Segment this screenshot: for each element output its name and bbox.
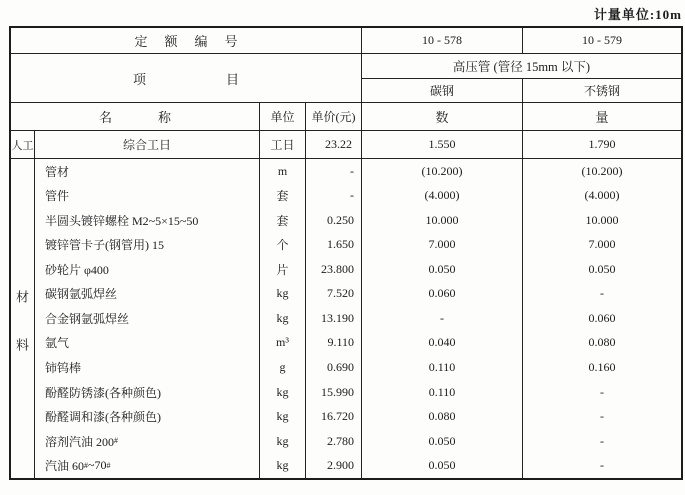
material-qty-stainless: (4.000) — [584, 188, 620, 203]
material-unit: g — [260, 355, 306, 380]
material-name: 酚醛调和漆(各种颜色) — [35, 404, 260, 429]
material-qty-stainless: - — [600, 458, 604, 473]
labor-qty-carbon: 1.550 — [362, 131, 523, 159]
material-row — [35, 159, 681, 184]
material-unit: m — [260, 159, 306, 184]
material-price: 9.110 — [306, 331, 362, 356]
material-price: 7.520 — [306, 282, 362, 307]
material-price: - — [306, 184, 362, 209]
material-name: 管材 — [35, 159, 260, 184]
material-name: 碳钢氩弧焊丝 — [35, 282, 260, 307]
material-qty-stainless: (10.200) — [581, 163, 623, 178]
material-qty-stainless: 7.000 — [588, 237, 616, 252]
materials-rows-block — [35, 159, 681, 478]
material-qty-carbon: (4.000) — [362, 184, 523, 209]
material-qty-carbon: 0.050 — [362, 257, 523, 282]
material-unit: 套 — [260, 208, 306, 233]
materials-label-char-2: 料 — [15, 337, 29, 353]
material-name: 镀锌管卡子(钢管用) 15 — [35, 233, 260, 258]
material-price: 23.800 — [306, 257, 362, 282]
material-name: 溶剂汽油 200 # — [35, 429, 260, 454]
material-unit: 个 — [260, 233, 306, 258]
material-row — [35, 453, 681, 478]
material-qty-carbon: 0.050 — [362, 453, 523, 478]
subcolumn-carbon-steel: 碳钢 — [362, 79, 523, 103]
material-unit: m³ — [260, 331, 306, 356]
material-row — [35, 306, 681, 331]
material-price: 1.650 — [306, 233, 362, 258]
material-row — [35, 355, 681, 380]
material-qty-carbon: (10.200) — [362, 159, 523, 184]
labor-qty-stainless: 1.790 — [523, 131, 681, 159]
quota-code-579: 10 - 579 — [523, 28, 681, 54]
material-qty-carbon: 7.000 — [362, 233, 523, 258]
material-price: 2.900 — [306, 453, 362, 478]
item-value: 高压管 (管径 15mm 以下) — [362, 54, 681, 79]
material-price: 13.190 — [306, 306, 362, 331]
quantity-header-right: 量 — [523, 103, 681, 131]
material-row — [35, 257, 681, 282]
material-qty-carbon: 10.000 — [362, 208, 523, 233]
quantity-header-left: 数 — [362, 103, 523, 131]
material-qty-stainless: - — [600, 409, 604, 424]
material-unit: kg — [260, 306, 306, 331]
materials-label-char-1: 材 — [15, 289, 29, 305]
material-name: 合金钢氩弧焊丝 — [35, 306, 260, 331]
material-row — [35, 208, 681, 233]
material-name: 砂轮片 φ400 — [35, 257, 260, 282]
material-name: 铈钨棒 — [35, 355, 260, 380]
quota-table — [9, 26, 683, 480]
material-name: 氩气 — [35, 331, 260, 356]
material-qty-stainless: 0.080 — [588, 335, 616, 350]
unit-column-header: 单位 — [260, 103, 306, 131]
material-qty-stainless: - — [600, 433, 604, 448]
material-row — [35, 404, 681, 429]
subcolumn-stainless-steel: 不锈钢 — [523, 79, 681, 103]
labor-unit: 工日 — [260, 131, 306, 159]
quota-code-578: 10 - 578 — [362, 28, 523, 54]
labor-price: 23.22 — [306, 131, 362, 159]
material-qty-carbon: 0.060 — [362, 282, 523, 307]
material-qty-carbon: 0.080 — [362, 404, 523, 429]
material-qty-stainless: 0.160 — [588, 360, 616, 375]
material-qty-stainless: - — [600, 384, 604, 399]
material-name: 汽油 60 # ~70 # — [35, 453, 260, 478]
material-unit: 套 — [260, 184, 306, 209]
material-qty-stainless: 0.050 — [588, 261, 616, 276]
material-unit: kg — [260, 453, 306, 478]
material-price: 16.720 — [306, 404, 362, 429]
material-qty-carbon: 0.110 — [362, 380, 523, 405]
material-qty-carbon: - — [362, 306, 523, 331]
material-name: 管件 — [35, 184, 260, 209]
name-column-header: 名称 — [11, 103, 260, 131]
material-qty-stainless: 10.000 — [585, 212, 619, 227]
material-qty-carbon: 0.050 — [362, 429, 523, 454]
material-unit: kg — [260, 380, 306, 405]
quota-number-header: 定额编号 — [11, 28, 362, 54]
material-name: 酚醛防锈漆(各种颜色) — [35, 380, 260, 405]
labor-section-label: 人工 — [11, 131, 35, 159]
material-price: 0.250 — [306, 208, 362, 233]
material-row — [35, 282, 681, 307]
material-unit: kg — [260, 429, 306, 454]
material-row — [35, 331, 681, 356]
materials-section-label — [11, 159, 35, 478]
measure-unit-note: 计量单位:10m — [593, 7, 682, 22]
material-qty-stainless: 0.060 — [588, 310, 616, 325]
material-qty-stainless: - — [600, 286, 604, 301]
material-price: - — [306, 159, 362, 184]
material-unit: kg — [260, 282, 306, 307]
material-price: 0.690 — [306, 355, 362, 380]
material-qty-carbon: 0.040 — [362, 331, 523, 356]
material-name: 半圆头镀锌螺栓 M2~5×15~50 — [35, 208, 260, 233]
labor-name: 综合工日 — [35, 131, 260, 159]
material-price: 15.990 — [306, 380, 362, 405]
material-unit: 片 — [260, 257, 306, 282]
price-column-header: 单价(元) — [306, 103, 362, 131]
material-row — [35, 184, 681, 209]
item-header: 项目 — [11, 54, 362, 103]
material-unit: kg — [260, 404, 306, 429]
material-qty-carbon: 0.110 — [362, 355, 523, 380]
material-row — [35, 429, 681, 454]
material-row — [35, 233, 681, 258]
material-price: 2.780 — [306, 429, 362, 454]
material-row — [35, 380, 681, 405]
